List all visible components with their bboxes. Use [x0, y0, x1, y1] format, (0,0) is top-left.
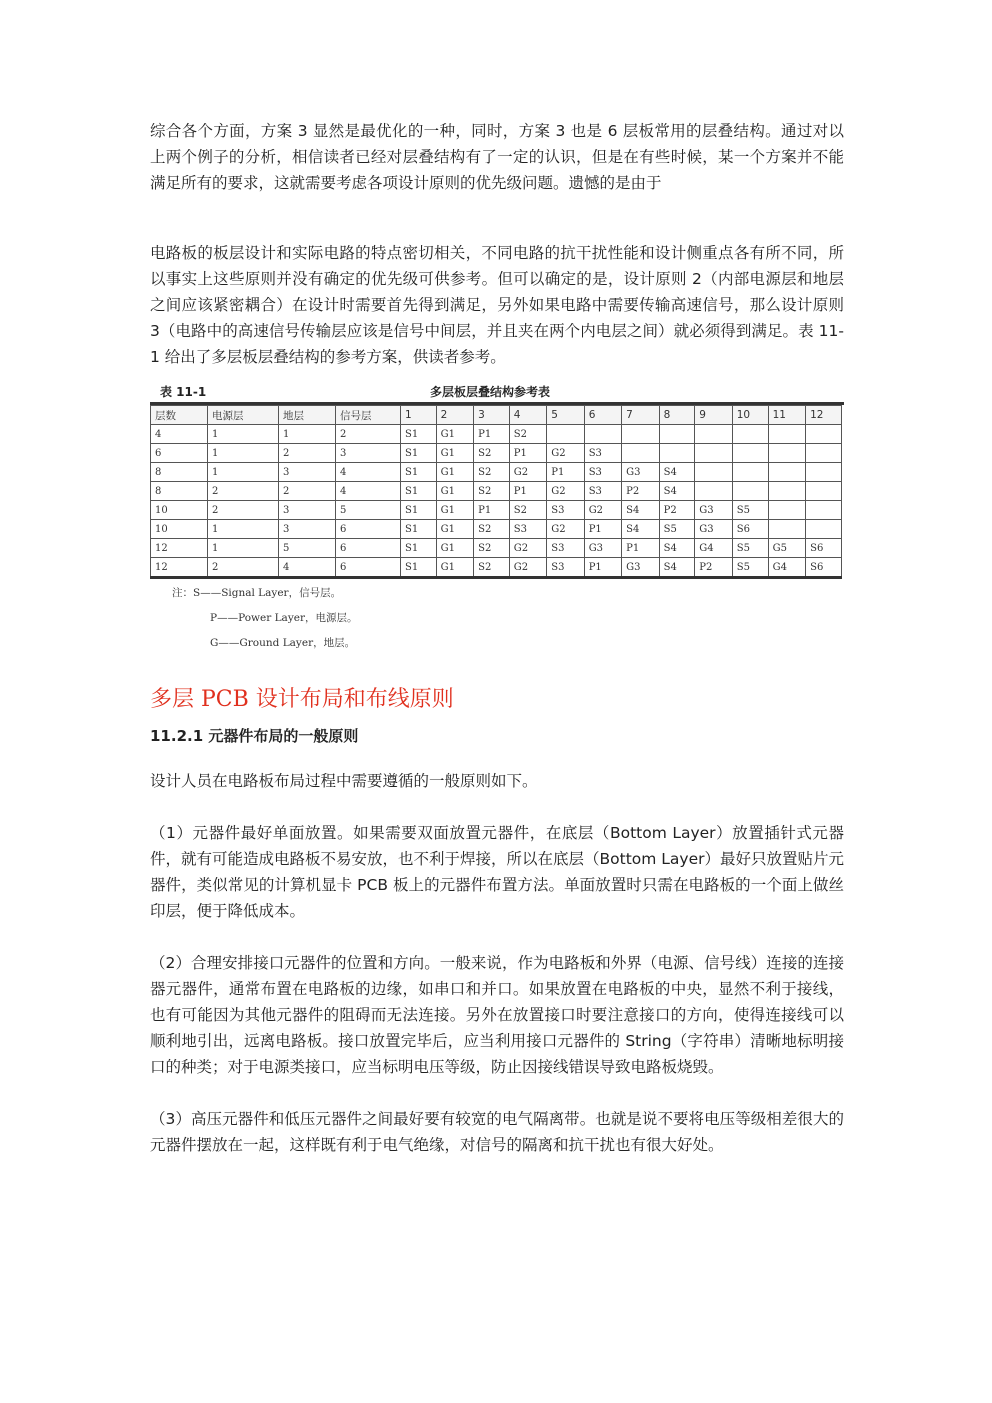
- table-cell: [806, 425, 842, 444]
- table-cell: S4: [622, 520, 659, 539]
- table-cell: S3: [509, 520, 546, 539]
- table-header-row: [151, 406, 842, 425]
- table-header-cell: 10: [732, 406, 768, 425]
- table-cell: S2: [474, 558, 510, 578]
- table-cell: 5: [279, 539, 336, 558]
- table-cell: S4: [622, 501, 659, 520]
- table-header-cell: 6: [584, 406, 621, 425]
- table-cell: S2: [474, 463, 510, 482]
- table-cell: 1: [208, 463, 279, 482]
- note-ground-layer: G——Ground Layer，地层。: [210, 637, 356, 649]
- table-cell: 6: [336, 558, 401, 578]
- table-cell: S3: [547, 558, 584, 578]
- table-cell: [659, 425, 695, 444]
- table-cell: S1: [401, 482, 437, 501]
- table-cell: G1: [436, 444, 473, 463]
- table-header-cell: 层数: [151, 406, 208, 425]
- table-cell: 6: [151, 444, 208, 463]
- table-cell: 2: [279, 444, 336, 463]
- table-header-cell: 信号层: [336, 406, 401, 425]
- table-header-cell: 12: [806, 406, 842, 425]
- table-cell: S2: [509, 425, 546, 444]
- table-cell: [695, 425, 732, 444]
- table-cell: 2: [208, 501, 279, 520]
- subsection-heading: 11.2.1 元器件布局的一般原则: [150, 727, 359, 745]
- table-cell: [806, 444, 842, 463]
- table-cell: G3: [695, 520, 732, 539]
- table-cell: S4: [659, 463, 695, 482]
- table-cell: P1: [474, 501, 510, 520]
- table-cell: [659, 444, 695, 463]
- table-cell: 10: [151, 501, 208, 520]
- table-row: [151, 539, 842, 558]
- table-cell: 1: [208, 520, 279, 539]
- table-title: [150, 380, 844, 405]
- table-cell: [547, 425, 584, 444]
- layer-stack-table: [150, 405, 842, 579]
- table-cell: 8: [151, 482, 208, 501]
- table-number: 表 11-1: [160, 385, 207, 399]
- table-cell: 5: [336, 501, 401, 520]
- table-cell: [806, 482, 842, 501]
- table-cell: 6: [336, 539, 401, 558]
- table-cell: S5: [732, 501, 768, 520]
- table-cell: 4: [336, 482, 401, 501]
- table-cell: P2: [695, 558, 732, 578]
- table-header-cell: 地层: [279, 406, 336, 425]
- table-cell: S6: [806, 558, 842, 578]
- table-cell: 12: [151, 539, 208, 558]
- table-cell: S2: [474, 444, 510, 463]
- table-cell: [768, 463, 805, 482]
- table-cell: S1: [401, 444, 437, 463]
- table-cell: [732, 482, 768, 501]
- table-cell: [768, 520, 805, 539]
- paragraph-layer-design: 电路板的板层设计和实际电路的特点密切相关，不同电路的抗干扰性能和设计侧重点各有所不同，所以事实上这些原则并没有确定的优先级可供参考。但可以确定的是，设计原则 2（内部电源层和地层之间应该紧密耦合）在设计时需要首先得到满足，另外如果电路中需要传输高速信号，那么设计原则 3（电路中的高速信号传输层应该是信号中间层，并且夹在两个内电层之间）就必须得到满足。表 11-1 给出了多层板层叠结构的参考方案，供读者参考。: [150, 244, 844, 366]
- table-header-cell: 11: [768, 406, 805, 425]
- table-cell: S1: [401, 501, 437, 520]
- table-cell: S5: [732, 539, 768, 558]
- table-cell: 3: [336, 444, 401, 463]
- table-header-cell: 9: [695, 406, 732, 425]
- table-cell: S2: [474, 520, 510, 539]
- table-cell: S3: [547, 501, 584, 520]
- table-cell: S1: [401, 463, 437, 482]
- table-notes: [150, 581, 844, 656]
- table-cell: G1: [436, 463, 473, 482]
- note-power-layer: P——Power Layer，电源层。: [210, 612, 358, 624]
- paragraph-rule-2: （2）合理安排接口元器件的位置和方向。一般来说，作为电路板和外界（电源、信号线）连接的连接器元器件，通常布置在电路板的边缘，如串口和并口。如果放置在电路板的中央，显然不利于接线，也有可能因为其他元器件的阻碍而无法连接。另外在放置接口时要注意接口的方向，使得连接线可以顺利地引出，远离电路板。接口放置完毕后，应当利用接口元器件的 String（字符串）清晰地标明接口的种类；对于电源类接口，应当标明电压等级，防止因接线错误导致电路板烧毁。: [150, 954, 844, 1076]
- table-cell: G1: [436, 558, 473, 578]
- table-header-cell: 5: [547, 406, 584, 425]
- table-cell: S3: [584, 444, 621, 463]
- table-cell: P1: [509, 444, 546, 463]
- table-header-cell: 4: [509, 406, 546, 425]
- table-cell: [584, 425, 621, 444]
- table-cell: S3: [584, 463, 621, 482]
- table-header-cell: 1: [401, 406, 437, 425]
- table-row: [151, 520, 842, 539]
- table-row: [151, 463, 842, 482]
- table-cell: S2: [474, 482, 510, 501]
- paragraph-summary: 综合各个方面，方案 3 显然是最优化的一种，同时，方案 3 也是 6 层板常用的层叠结构。通过对以上两个例子的分析，相信读者已经对层叠结构有了一定的认识，但是在有些时候，某一个方案并不能满足所有的要求，这就需要考虑各项设计原则的优先级问题。遗憾的是由于: [150, 122, 844, 192]
- table-cell: 4: [279, 558, 336, 578]
- table-header-cell: 8: [659, 406, 695, 425]
- section-heading: 多层 PCB 设计布局和布线原则: [150, 687, 454, 712]
- table-row: [151, 444, 842, 463]
- table-cell: [622, 425, 659, 444]
- table-cell: 2: [336, 425, 401, 444]
- table-cell: S1: [401, 520, 437, 539]
- table-cell: P1: [509, 482, 546, 501]
- table-cell: [806, 501, 842, 520]
- table-header-cell: 2: [436, 406, 473, 425]
- table-cell: 10: [151, 520, 208, 539]
- table-cell: 6: [336, 520, 401, 539]
- note-signal-layer: 注：S——Signal Layer，信号层。: [172, 587, 342, 599]
- table-cell: G2: [509, 558, 546, 578]
- table-caption: 多层板层叠结构参考表: [430, 385, 551, 399]
- table-cell: S5: [659, 520, 695, 539]
- table-cell: 1: [279, 425, 336, 444]
- table-cell: 1: [208, 425, 279, 444]
- table-row: [151, 558, 842, 578]
- table-cell: P1: [547, 463, 584, 482]
- table-cell: G1: [436, 501, 473, 520]
- table-cell: [768, 501, 805, 520]
- table-cell: G3: [622, 558, 659, 578]
- table-cell: G2: [509, 539, 546, 558]
- table-cell: P1: [584, 558, 621, 578]
- table-cell: 2: [279, 482, 336, 501]
- table-cell: [695, 463, 732, 482]
- paragraph-rule-1: （1）元器件最好单面放置。如果需要双面放置元器件，在底层（Bottom Layer）放置插针式元器件，就有可能造成电路板不易安放，也不利于焊接，所以在底层（Bottom Layer）最好只放置贴片元器件，类似常见的计算机显卡 PCB 板上的元器件布置方法。单面放置时只需在电路板的一个面上做丝印层，便于降低成本。: [150, 824, 844, 920]
- layer-stack-table-figure: [150, 380, 844, 656]
- table-row: [151, 501, 842, 520]
- table-cell: 3: [279, 520, 336, 539]
- table-cell: G1: [436, 482, 473, 501]
- table-header-cell: 7: [622, 406, 659, 425]
- table-cell: 3: [279, 463, 336, 482]
- table-cell: [695, 482, 732, 501]
- table-cell: G1: [436, 425, 473, 444]
- table-cell: S4: [659, 558, 695, 578]
- paragraph-rule-3: （3）高压元器件和低压元器件之间最好要有较宽的电气隔离带。也就是说不要将电压等级相差很大的元器件摆放在一起，这样既有利于电气绝缘，对信号的隔离和抗干扰也有很大好处。: [150, 1110, 844, 1154]
- table-cell: [732, 425, 768, 444]
- table-cell: S3: [547, 539, 584, 558]
- table-cell: S3: [584, 482, 621, 501]
- paragraph-intro: 设计人员在电路板布局过程中需要遵循的一般原则如下。: [150, 772, 538, 790]
- table-cell: [768, 482, 805, 501]
- table-row: [151, 482, 842, 501]
- table-cell: [695, 444, 732, 463]
- table-cell: G3: [584, 539, 621, 558]
- table-cell: P1: [474, 425, 510, 444]
- table-cell: 4: [151, 425, 208, 444]
- table-cell: G2: [547, 482, 584, 501]
- table-header-cell: 电源层: [208, 406, 279, 425]
- table-cell: [806, 520, 842, 539]
- table-cell: [732, 444, 768, 463]
- table-cell: [622, 444, 659, 463]
- table-cell: [732, 463, 768, 482]
- table-cell: S5: [732, 558, 768, 578]
- table-cell: S1: [401, 425, 437, 444]
- table-cell: 3: [279, 501, 336, 520]
- table-cell: G2: [584, 501, 621, 520]
- table-cell: G1: [436, 539, 473, 558]
- table-cell: P1: [622, 539, 659, 558]
- document-page: [150, 118, 844, 1158]
- table-cell: G2: [547, 520, 584, 539]
- table-cell: G4: [695, 539, 732, 558]
- table-cell: S4: [659, 482, 695, 501]
- table-cell: 12: [151, 558, 208, 578]
- table-cell: [806, 463, 842, 482]
- table-cell: S6: [806, 539, 842, 558]
- table-cell: 2: [208, 558, 279, 578]
- table-cell: S1: [401, 558, 437, 578]
- table-cell: 2: [208, 482, 279, 501]
- table-cell: [768, 425, 805, 444]
- table-cell: 4: [336, 463, 401, 482]
- table-cell: G2: [509, 463, 546, 482]
- table-cell: P2: [659, 501, 695, 520]
- table-cell: G4: [768, 558, 805, 578]
- table-cell: 8: [151, 463, 208, 482]
- table-cell: S1: [401, 539, 437, 558]
- table-cell: 1: [208, 539, 279, 558]
- table-cell: G5: [768, 539, 805, 558]
- table-cell: G1: [436, 520, 473, 539]
- table-cell: G3: [622, 463, 659, 482]
- table-cell: S6: [732, 520, 768, 539]
- table-cell: P1: [584, 520, 621, 539]
- table-cell: G2: [547, 444, 584, 463]
- table-cell: 1: [208, 444, 279, 463]
- table-cell: S4: [659, 539, 695, 558]
- table-cell: S2: [474, 539, 510, 558]
- table-cell: P2: [622, 482, 659, 501]
- table-header-cell: 3: [474, 406, 510, 425]
- table-cell: S2: [509, 501, 546, 520]
- table-cell: [768, 444, 805, 463]
- table-row: [151, 425, 842, 444]
- table-cell: G3: [695, 501, 732, 520]
